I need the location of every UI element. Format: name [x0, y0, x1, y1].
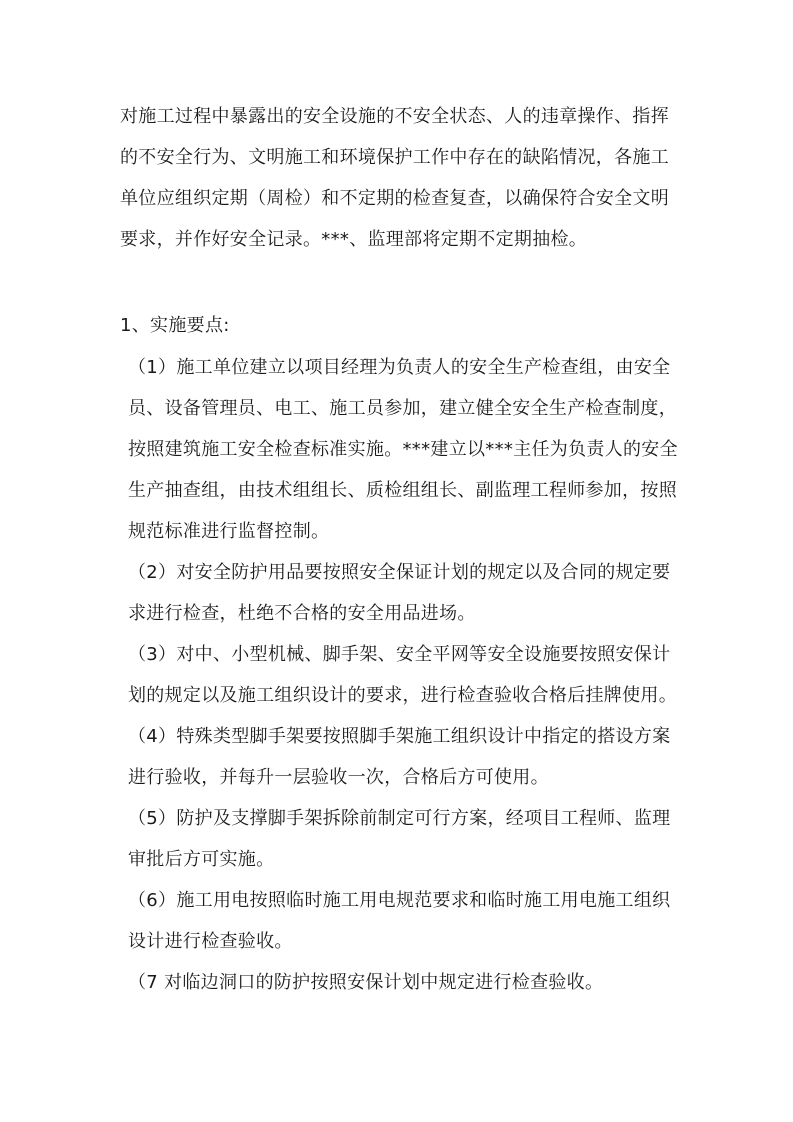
list-item-2: [120, 552, 688, 634]
list-item-line: 按照建筑施工安全检查标准实施。***建立以***主任为负责人的安全: [128, 439, 678, 460]
list-item-6: [120, 880, 688, 962]
list-item-line: （4）特殊类型脚手架要按照脚手架施工组织设计中指定的搭设方案: [128, 726, 671, 747]
list-item-line: 审批后方可实施。: [128, 849, 275, 870]
list-item-5: [120, 798, 688, 880]
list-item-line: 生产抽查组，由技术组组长、质检组组长、副监理工程师参加，按照: [128, 480, 677, 501]
list-item-4: [120, 716, 688, 798]
list-item-line: 划的规定以及施工组织设计的要求，进行检查验收合格后挂牌使用。: [128, 685, 677, 706]
intro-line: 要求，并作好安全记录。***、监理部将定期不定期抽检。: [120, 229, 588, 250]
list-item-line: 求进行检查，杜绝不合格的安全用品进场。: [128, 603, 476, 624]
list-item-line: （1）施工单位建立以项目经理为负责人的安全生产检查组，由安全: [128, 357, 671, 378]
list-item-line: 员、设备管理员、电工、施工员参加，建立健全安全生产检查制度，: [128, 398, 677, 419]
section-heading-text: 1、实施要点:: [120, 315, 230, 336]
list-item-1: [120, 347, 688, 552]
list-item-line: （5）防护及支撑脚手架拆除前制定可行方案，经项目工程师、监理: [128, 808, 671, 829]
list-item-line: （2）对安全防护用品要按照安全保证计划的规定以及合同的规定要: [128, 562, 671, 583]
list-item-3: [120, 634, 688, 716]
intro-line: 单位应组织定期（周检）和不定期的检查复查，以确保符合安全文明: [120, 188, 669, 209]
intro-paragraph: [120, 96, 680, 260]
list-item-line: 规范标准进行监督控制。: [128, 521, 330, 542]
intro-line: 的不安全行为、文明施工和环境保护工作中存在的缺陷情况，各施工: [120, 147, 669, 168]
section-heading: [120, 305, 680, 346]
list-item-line: （7 对临边洞口的防护按照安保计划中规定进行检查验收。: [128, 972, 604, 993]
list-item-line: （3）对中、小型机械、脚手架、安全平网等安全设施要按照安保计: [128, 644, 671, 665]
list-item-line: （6）施工用电按照临时施工用电规范要求和临时施工用电施工组织: [128, 890, 671, 911]
list-item-7: [120, 962, 688, 1003]
list-item-line: 设计进行检查验收。: [128, 931, 293, 952]
intro-line: 对施工过程中暴露出的安全设施的不安全状态、人的违章操作、指挥: [120, 106, 669, 127]
list-item-line: 进行验收，并每升一层验收一次，合格后方可使用。: [128, 767, 549, 788]
